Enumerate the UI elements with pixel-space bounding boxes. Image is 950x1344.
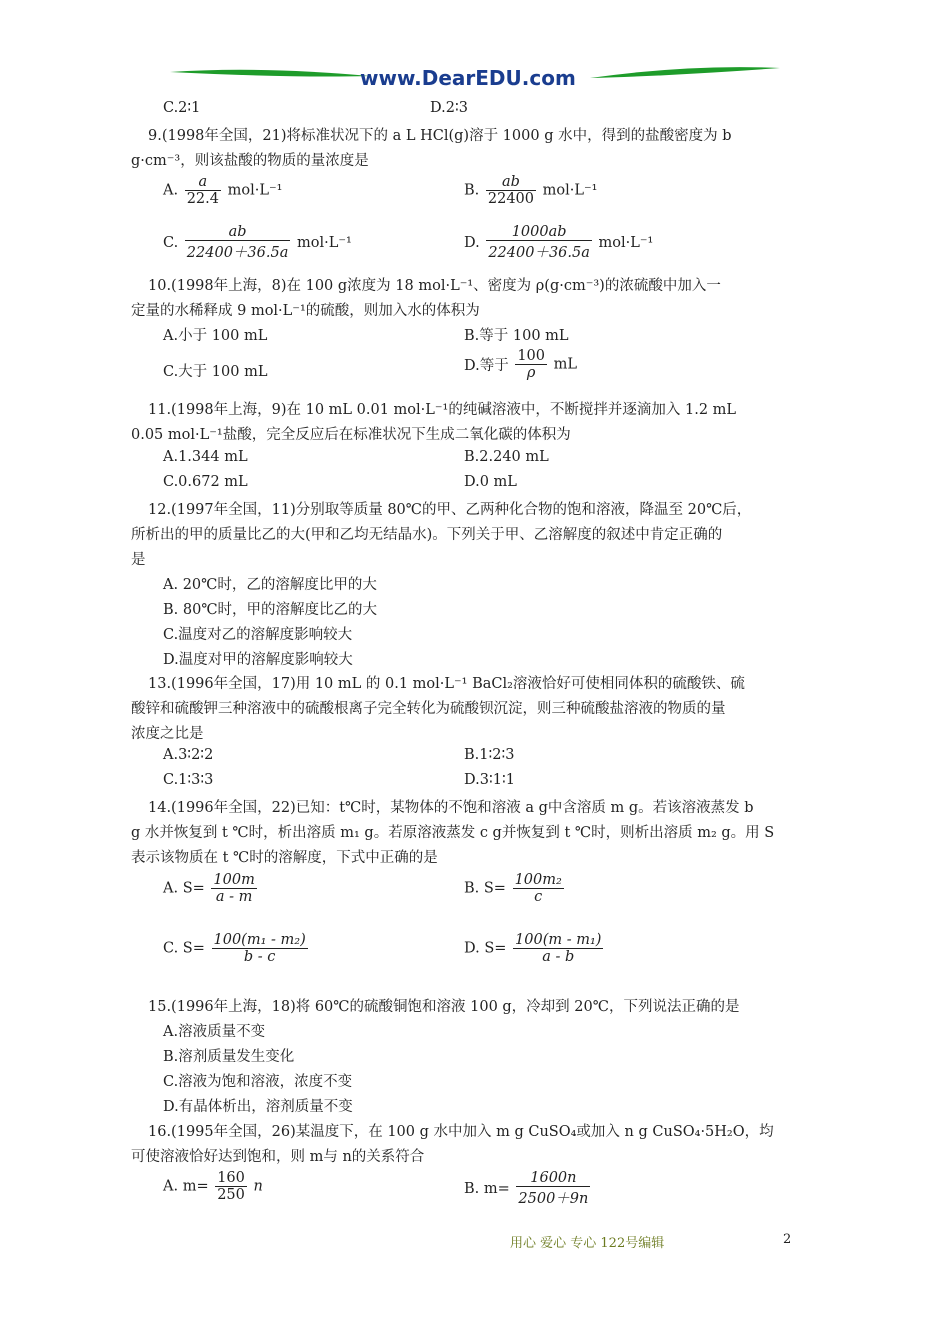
- q10-stem-line2: 定量的水稀释成 9 mol·L⁻¹的硫酸，则加入水的体积为: [131, 303, 480, 319]
- page-number: 2: [783, 1232, 792, 1247]
- q14-stem-line2: g 水并恢复到 t ℃时，析出溶质 m₁ g。若原溶液蒸发 c g并恢复到 t ℃时，则析出溶质 m₂ g。用 S: [131, 825, 775, 841]
- q12-option-c: C.温度对乙的溶解度影响较大: [163, 627, 353, 643]
- q8-option-c: C.2∶1: [163, 100, 201, 116]
- q9-option-a: A. $\frac{a}{22.4}$ mol·L⁻¹: [163, 174, 283, 207]
- q9-stem-line1: 9.(1998年全国，21)将标准状况下的 a L HCl(g)溶于 1000 g 水中，得到的盐酸密度为 b: [148, 128, 732, 144]
- page-header: [170, 62, 780, 94]
- q11-option-c: C.0.672 mL: [163, 474, 248, 490]
- q14-stem-line3: 表示该物质在 t ℃时的溶解度，下式中正确的是: [131, 850, 438, 866]
- q12-stem-line1: 12.(1997年全国，11)分别取等质量 80℃的甲、乙两种化合物的饱和溶液，降温至 20℃后，: [148, 502, 752, 518]
- q9-stem-line2: g·cm⁻³，则该盐酸的物质的量浓度是: [131, 153, 369, 169]
- q14-option-a: A. S= $\frac{100m}{a - m}$: [163, 872, 255, 905]
- q14-option-b: B. S= $\frac{\text{100m₂}}{c}$: [464, 872, 562, 905]
- q11-option-b: B.2.240 mL: [464, 449, 549, 465]
- q11-option-a: A.1.344 mL: [163, 449, 248, 465]
- q9-option-b: B. $\frac{ab}{22400}$ mol·L⁻¹: [464, 174, 598, 207]
- q10-option-c: C.大于 100 mL: [163, 364, 268, 380]
- q13-option-c: C.1∶3∶3: [163, 772, 214, 788]
- q13-option-a: A.3∶2∶2: [163, 747, 214, 763]
- q12-stem-line2: 所析出的甲的质量比乙的大(甲和乙均无结晶水)。下列关于甲、乙溶解度的叙述中肯定正确的: [131, 527, 723, 543]
- q8-option-d: D.2∶3: [430, 100, 468, 116]
- q13-stem-line1: 13.(1996年全国，17)用 10 mL 的 0.1 mol·L⁻¹ BaCl₂溶液恰好可使相同体积的硫酸铁、硫: [148, 676, 745, 692]
- q13-option-b: B.1∶2∶3: [464, 747, 515, 763]
- q13-option-d: D.3∶1∶1: [464, 772, 515, 788]
- q13-stem-line2: 酸锌和硫酸钾三种溶液中的硫酸根离子完全转化为硫酸钡沉淀，则三种硫酸盐溶液的物质的量: [131, 701, 726, 717]
- q15-stem-line1: 15.(1996年上海，18)将 60℃的硫酸铜饱和溶液 100 g，冷却到 20℃，下列说法正确的是: [148, 999, 740, 1015]
- q16-option-b: B. m= $\frac{1600n}{2500+9n}$: [464, 1170, 589, 1207]
- q12-stem-line3: 是: [131, 552, 146, 568]
- q16-stem-line1: 16.(1995年全国，26)某温度下，在 100 g 水中加入 m g CuSO₄或加入 n g CuSO₄·5H₂O，均: [148, 1124, 774, 1140]
- q13-stem-line3: 浓度之比是: [131, 726, 204, 742]
- q15-option-d: D.有晶体析出，溶剂质量不变: [163, 1099, 353, 1115]
- q11-stem-line1: 11.(1998年上海，9)在 10 mL 0.01 mol·L⁻¹的纯碱溶液中，不断搅拌并逐滴加入 1.2 mL: [148, 402, 737, 418]
- q11-stem-line2: 0.05 mol·L⁻¹盐酸，完全反应后在标准状况下生成二氧化碳的体积为: [131, 427, 571, 443]
- q10-stem-line1: 10.(1998年上海，8)在 100 g浓度为 18 mol·L⁻¹、密度为 ρ(g·cm⁻³)的浓硫酸中加入一: [148, 278, 721, 294]
- q14-option-c: C. S= $\frac{\text{100(m₁ - m₂)}}{b - c}$: [163, 932, 306, 965]
- q16-option-a: A. m= $\frac{160}{250}$ n: [163, 1170, 263, 1203]
- q10-option-b: B.等于 100 mL: [464, 328, 569, 344]
- site-logo-text[interactable]: www.DearEDU.com: [360, 66, 576, 90]
- q14-option-d: D. S= $\frac{\text{100(m - m₁)}}{a - b}$: [464, 932, 602, 965]
- q12-option-d: D.温度对甲的溶解度影响较大: [163, 652, 353, 668]
- q12-option-a: A. 20℃时，乙的溶解度比甲的大: [163, 577, 377, 593]
- q10-option-d: D.等于 $\frac{100}{\rho}$ mL: [464, 348, 578, 381]
- q16-stem-line2: 可使溶液恰好达到饱和，则 m与 n的关系符合: [131, 1149, 425, 1165]
- q15-option-c: C.溶液为饱和溶液，浓度不变: [163, 1074, 353, 1090]
- q15-option-a: A.溶液质量不变: [163, 1024, 266, 1040]
- q9-option-c: C. $\frac{ab}{22400+36.5a}$ mol·L⁻¹: [163, 224, 352, 261]
- q11-option-d: D.0 mL: [464, 474, 517, 490]
- q15-option-b: B.溶剂质量发生变化: [163, 1049, 295, 1065]
- q9-option-d: D. $\frac{1000ab}{22400+36.5a}$ mol·L⁻¹: [464, 224, 654, 261]
- footer-slogan: 用心 爱心 专心 122号编辑: [510, 1236, 665, 1251]
- q12-option-b: B. 80℃时，甲的溶解度比乙的大: [163, 602, 378, 618]
- q14-stem-line1: 14.(1996年全国，22)已知：t℃时，某物体的不饱和溶液 a g中含溶质 m g。若该溶液蒸发 b: [148, 800, 754, 816]
- q10-option-a: A.小于 100 mL: [163, 328, 268, 344]
